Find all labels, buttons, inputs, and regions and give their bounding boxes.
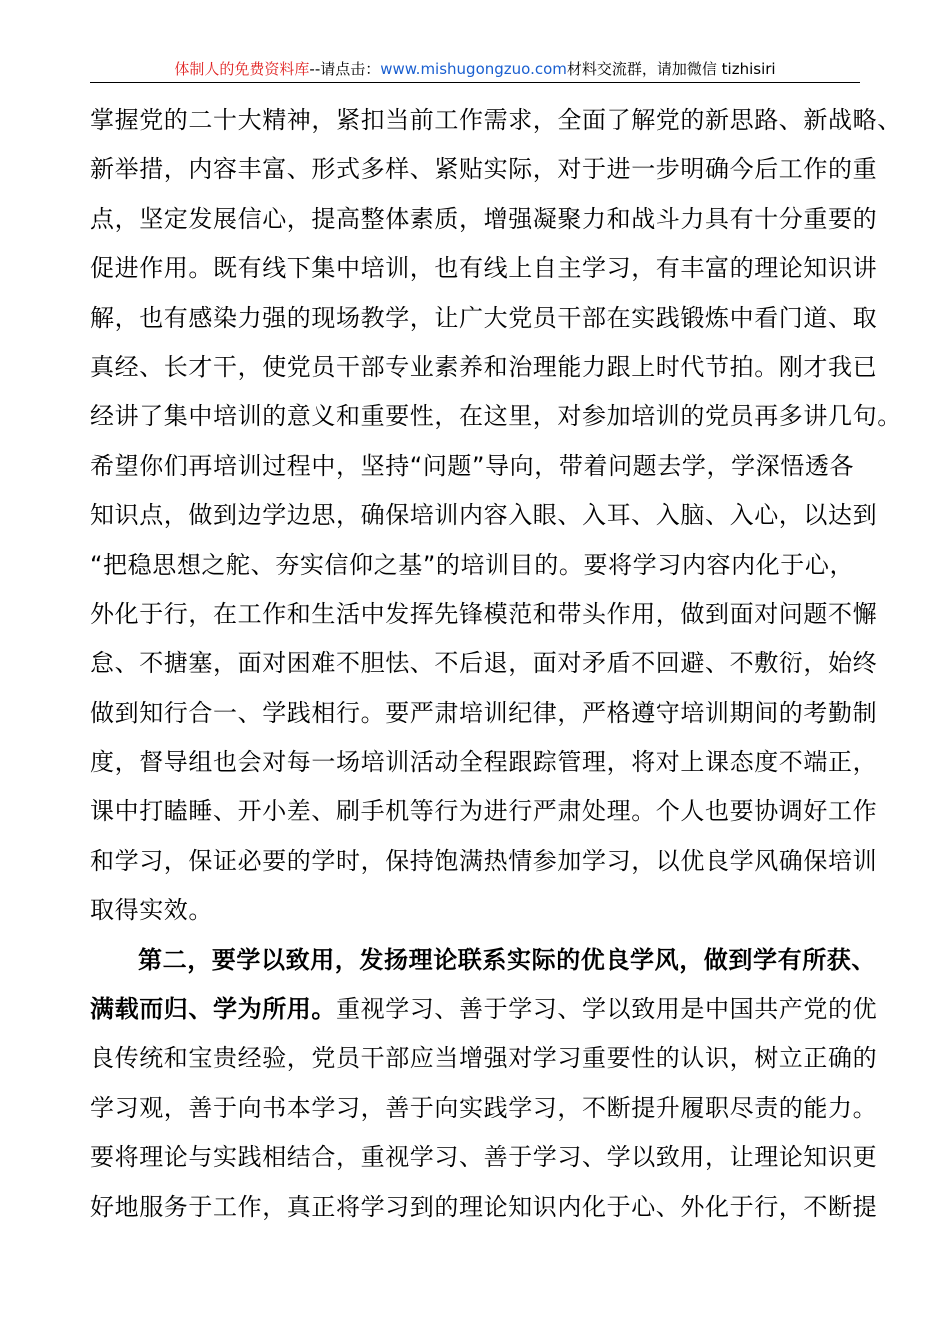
body-line: 新举措，内容丰富、形式多样、紧贴实际，对于进一步明确今后工作的重 xyxy=(90,155,878,184)
body-line: 度，督导组也会对每一场培训活动全程跟踪管理，将对上课态度不端正， xyxy=(90,748,878,777)
body-line: 掌握党的二十大精神，紧扣当前工作需求，全面了解党的新思路、新战略、 xyxy=(90,106,902,134)
body-line: 解，也有感染力强的现场教学，让广大党员干部在实践锻炼中看门道、取 xyxy=(90,303,878,332)
body-line: 经讲了集中培训的意义和重要性，在这里，对参加培训的党员再多讲几句。 xyxy=(90,402,902,431)
page-header xyxy=(90,58,860,80)
body-line: 知识点，做到边学边思，确保培训内容入眼、入耳、入脑、入心，以达到 xyxy=(90,501,878,530)
body-line: 课中打瞌睡、开小差、刷手机等行为进行严肃处理。个人也要协调好工作 xyxy=(90,797,878,826)
body-line: 促进作用。既有线下集中培训，也有线上自主学习，有丰富的理论知识讲 xyxy=(90,254,878,283)
body-line: “把稳思想之舵、夯实信仰之基”的培训目的。要将学习内容内化于心， xyxy=(90,550,855,579)
header-divider xyxy=(90,82,860,83)
body-line: 取得实效。 xyxy=(90,896,213,925)
body-line: 怠、不搪塞，面对困难不胆怯、不后退，面对矛盾不回避、不敷衍，始终 xyxy=(90,649,878,678)
body-line: 真经、长才干，使党员干部专业素养和治理能力跟上时代节拍。刚才我已 xyxy=(90,352,878,381)
body-line: 点，坚定发展信心，提高整体素质，增强凝聚力和战斗力具有十分重要的 xyxy=(90,204,878,233)
document-body xyxy=(90,96,902,1232)
body-line: 学习观，善于向书本学习，善于向实践学习，不断提升履职尽责的能力。 xyxy=(90,1093,878,1122)
section2-heading xyxy=(90,936,876,985)
header-url-link[interactable]: www.mishugongzuo.com xyxy=(380,60,567,78)
section2-heading-end: 满载而归、学为所用。 xyxy=(90,995,336,1024)
body-line: 外化于行，在工作和生活中发挥先锋模范和带头作用，做到面对问题不懈 xyxy=(90,599,878,628)
section2-heading-continuation xyxy=(90,985,878,1034)
header-click-prompt: --请点击： xyxy=(309,60,381,78)
section2-text: 重视学习、善于学习、学以致用是中国共产党的优 xyxy=(336,995,878,1024)
header-note: 材料交流群，请加微信 tizhisiri xyxy=(566,60,776,78)
body-line: 好地服务于工作，真正将学习到的理论知识内化于心、外化于行，不断提 xyxy=(90,1192,878,1221)
body-line: 做到知行合一、学践相行。要严肃培训纪律，严格遵守培训期间的考勤制 xyxy=(90,698,878,727)
section2-heading-text: 第二，要学以致用，发扬理论联系实际的优良学风，做到学有所获、 xyxy=(138,945,876,974)
body-line: 和学习，保证必要的学时，保持饱满热情参加学习，以优良学风确保培训 xyxy=(90,846,878,875)
body-line: 要将理论与实践相结合，重视学习、善于学习、学以致用，让理论知识更 xyxy=(90,1143,878,1172)
body-line: 良传统和宝贵经验，党员干部应当增强对学习重要性的认识，树立正确的 xyxy=(90,1044,878,1073)
body-line: 希望你们再培训过程中，坚持“问题”导向，带着问题去学，学深悟透各 xyxy=(90,451,855,480)
header-site-name: 体制人的免费资料库 xyxy=(174,60,310,78)
